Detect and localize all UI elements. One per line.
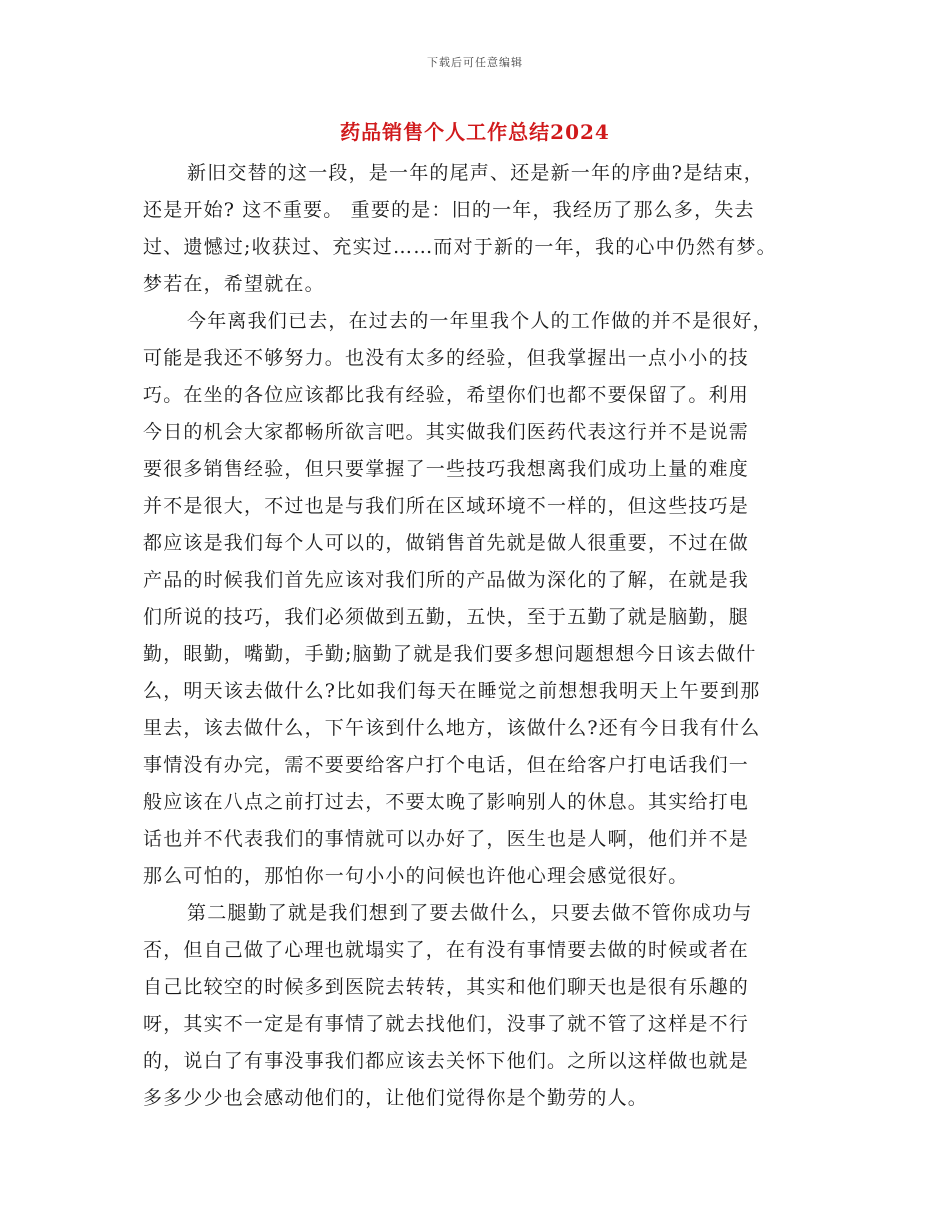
text-line: 都应该是我们每个人可以的，做销售首先就是做人很重要，不过在做 xyxy=(143,532,750,554)
text-line: 话也并不代表我们的事情就可以办好了，医生也是人啊，他们并不是 xyxy=(143,828,750,850)
page-header-note: 下载后可任意编辑 xyxy=(427,56,523,69)
text-line: 今年离我们已去，在过去的一年里我个人的工作做的并不是很好， xyxy=(187,310,773,332)
document-body xyxy=(143,155,823,1117)
text-line: 要很多销售经验，但只要掌握了一些技巧我想离我们成功上量的难度 xyxy=(143,458,750,480)
text-line: 呀，其实不一定是有事情了就去找他们，没事了就不管了这样是不行 xyxy=(143,1013,750,1035)
text-line: 梦若在，希望就在。 xyxy=(143,273,325,295)
text-line: 里去，该去做什么，下午该到什么地方，该做什么?还有今日我有什么 xyxy=(143,717,761,739)
text-line: 否，但自己做了心理也就塌实了，在有没有事情要去做的时候或者在 xyxy=(143,939,750,961)
text-line: 自己比较空的时候多到医院去转转，其实和他们聊天也是很有乐趣的 xyxy=(143,976,750,998)
text-line: 可能是我还不够努力。也没有太多的经验，但我掌握出一点小小的技 xyxy=(143,347,750,369)
text-line: 还是开始? 这不重要。 重要的是：旧的一年，我经历了那么多，失去 xyxy=(143,199,755,221)
text-line: 并不是很大，不过也是与我们所在区域环境不一样的，但这些技巧是 xyxy=(143,495,750,517)
text-line: 勤，眼勤，嘴勤，手勤;脑勤了就是我们要多想问题想想今日该去做什 xyxy=(143,643,757,665)
text-line: 多多少少也会感动他们的，让他们觉得你是个勤劳的人。 xyxy=(143,1087,649,1109)
text-line: 们所说的技巧，我们必须做到五勤，五快，至于五勤了就是脑勤，腿 xyxy=(143,606,750,628)
document-title: 药品销售个人工作总结2024 xyxy=(340,120,610,144)
text-line: 过、遗憾过;收获过、充实过……而对于新的一年，我的心中仍然有梦。 xyxy=(143,236,777,258)
text-line: 第二腿勤了就是我们想到了要去做什么，只要去做不管你成功与 xyxy=(187,902,753,924)
text-line: 么，明天该去做什么?比如我们每天在睡觉之前想想我明天上午要到那 xyxy=(143,680,761,702)
text-line: 的，说白了有事没事我们都应该去关怀下他们。之所以这样做也就是 xyxy=(143,1050,750,1072)
text-line: 今日的机会大家都畅所欲言吧。其实做我们医药代表这行并不是说需 xyxy=(143,421,750,443)
text-line: 那么可怕的，那怕你一句小小的问候也许他心理会感觉很好。 xyxy=(143,865,689,887)
text-line: 事情没有办完，需不要要给客户打个电话，但在给客户打电话我们一 xyxy=(143,754,750,776)
text-line: 新旧交替的这一段，是一年的尾声、还是新一年的序曲?是结束， xyxy=(187,162,764,184)
text-line: 产品的时候我们首先应该对我们所的产品做为深化的了解，在就是我 xyxy=(143,569,750,591)
text-line: 般应该在八点之前打过去，不要太晚了影响别人的休息。其实给打电 xyxy=(143,791,750,813)
text-line: 巧。在坐的各位应该都比我有经验，希望你们也都不要保留了。利用 xyxy=(143,384,750,406)
